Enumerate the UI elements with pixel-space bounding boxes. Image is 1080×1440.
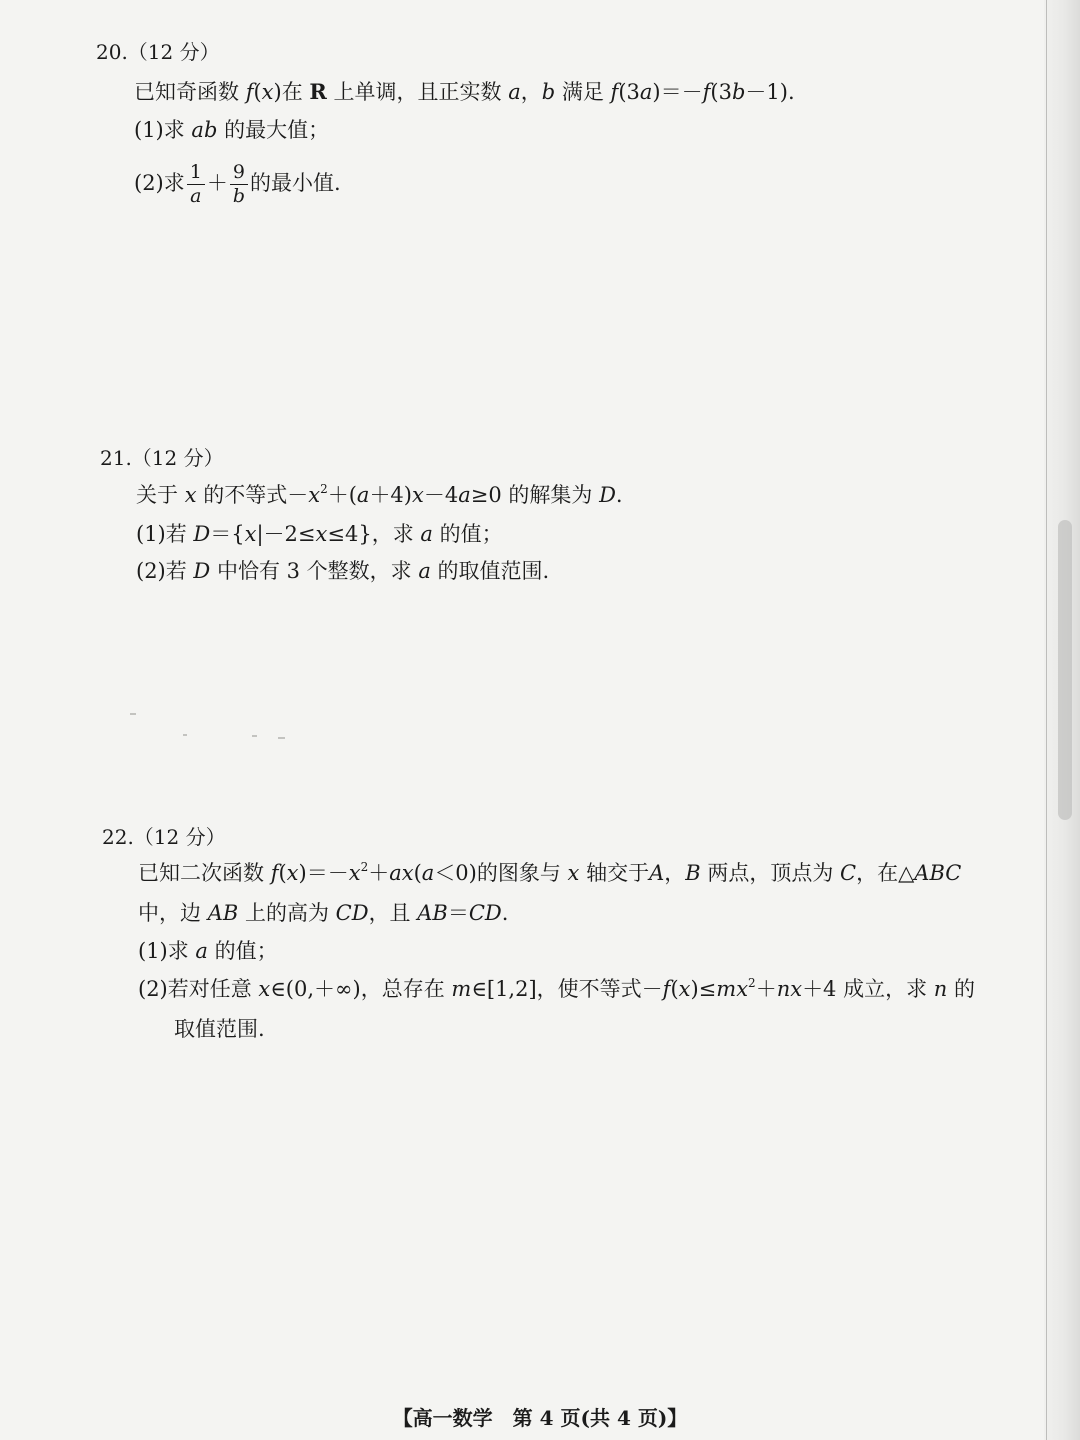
scan-speck (252, 735, 257, 737)
q20-header: 20.（12 分） (96, 40, 220, 64)
scan-speck (130, 713, 136, 715)
q20-part2: (2)求 $\frac{1}{a}$ ＋ $\frac{9}{b}$ 的最小值. (134, 161, 341, 207)
page-footer: 【高一数学 第 4 页(共 4 页)】 (392, 1406, 688, 1430)
q22-header: 22.（12 分） (102, 825, 226, 849)
scrollbar-thumb[interactable] (1058, 520, 1072, 820)
q21-stem: 关于 x 的不等式$-x^2+(a+4)x-4a\ge 0$ 的解集为 D. (136, 482, 623, 507)
fraction-9-over-b: $\frac{9}{b}$ (230, 163, 248, 206)
q21-part1: (1)若 D＝{x|－2≤x≤4}，求 a 的值； (136, 522, 503, 546)
q22-stem-line1: 已知二次函数 $f(x)=-x^2+ax(a<0)$的图象与 x 轴交于A，B 两点，顶点为 C，在△ABC (138, 860, 962, 885)
scan-speck (183, 734, 187, 736)
page-edge-line (1046, 0, 1047, 1440)
q21-header: 21.（12 分） (100, 446, 224, 470)
scan-speck (278, 737, 285, 739)
q22-stem-line2: 中，边 AB 上的高为 CD，且 AB＝CD. (138, 901, 509, 925)
q22-part1: (1)求 a 的值； (138, 939, 278, 963)
q20-stem: 已知奇函数 f(x)在 R 上单调，且正实数 a，b 满足 f(3a)＝－f(3b－1). (134, 79, 795, 104)
fraction-1-over-a: $\frac{1}{a}$ (187, 163, 205, 206)
q22-part2-line2: 取值范围. (174, 1017, 265, 1041)
q22-part2-line1: (2)若对任意 x∈(0,＋∞)，总存在 m∈[1,2]，使不等式$-f(x)\le mx^2+nx+4$ 成立，求 n 的 (138, 976, 975, 1001)
q21-part2: (2)若 D 中恰有 3 个整数，求 a 的取值范围. (136, 559, 550, 583)
q20-part1: (1)求 ab 的最大值； (134, 118, 330, 142)
